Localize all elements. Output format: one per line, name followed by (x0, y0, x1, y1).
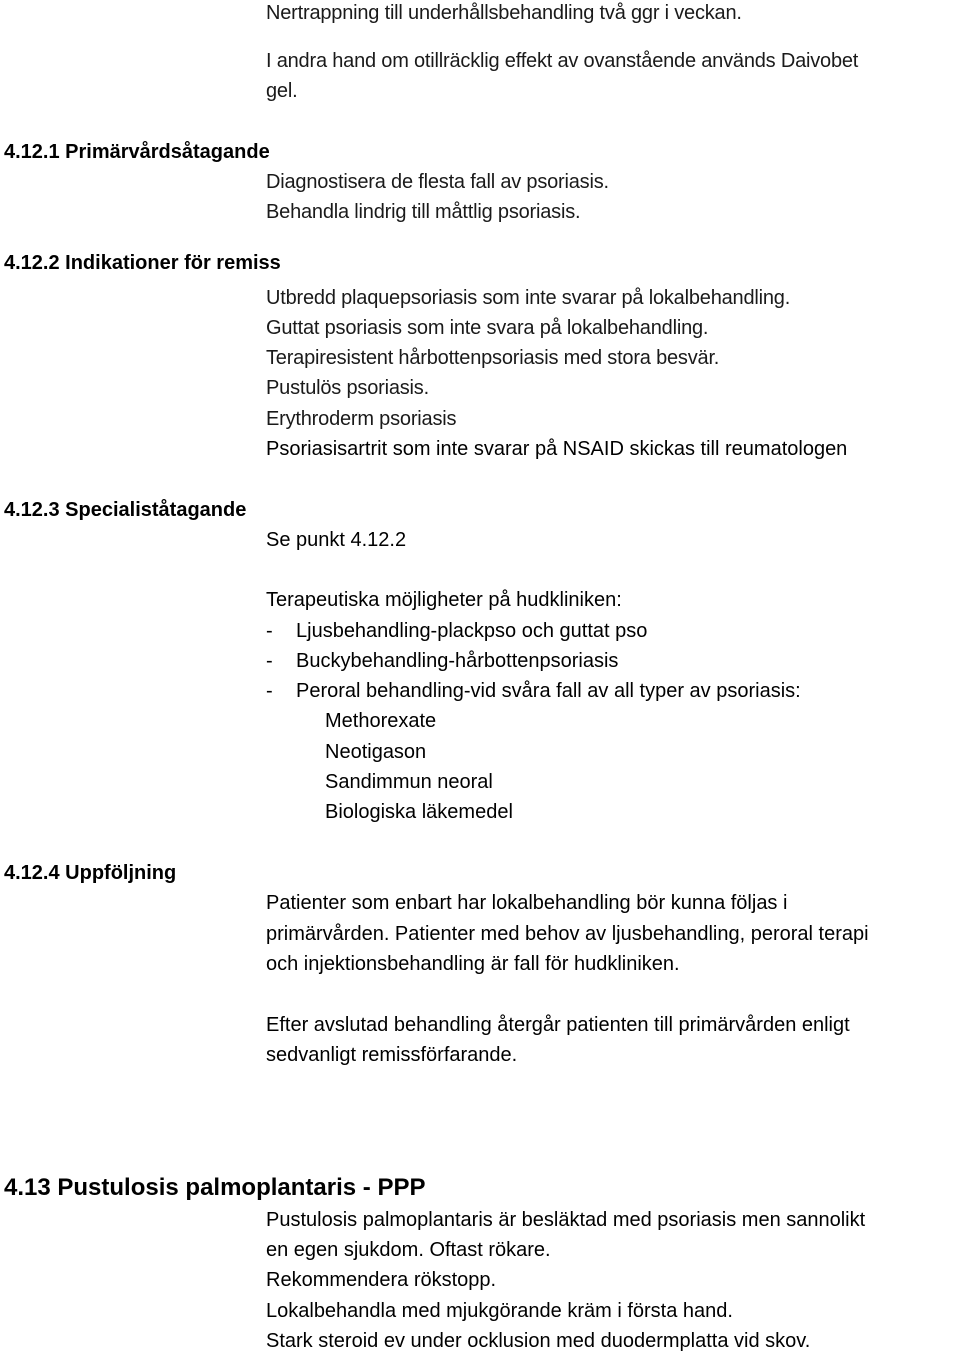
text-line: Guttat psoriasis som inte svara på lokalbehandling. (266, 317, 709, 339)
drug-item: Methorexate (325, 710, 437, 732)
text-line: Erythroderm psoriasis (266, 408, 457, 430)
text-line: Utbredd plaquepsoriasis som inte svarar på lokalbehandling. (266, 287, 791, 309)
text-line: Lokalbehandla med mjukgörande kräm i första hand. (266, 1300, 733, 1322)
list-item: Ljusbehandling-plackpso och guttat pso (296, 620, 648, 642)
list-dash: - (266, 650, 273, 672)
intro-line: gel. (266, 80, 298, 102)
text-line: Diagnostisera de flesta fall av psoriasis. (266, 171, 609, 193)
text-line: Stark steroid ev under ocklusion med duodermplatta vid skov. (266, 1330, 811, 1352)
text-line: Terapeutiska möjligheter på hudkliniken: (266, 589, 622, 611)
section-heading-4-12-4: 4.12.4 Uppföljning (4, 862, 177, 884)
list-dash: - (266, 680, 273, 702)
text-line: en egen sjukdom. Oftast rökare. (266, 1239, 551, 1261)
list-dash: - (266, 620, 273, 642)
text-line: Terapiresistent hårbottenpsoriasis med stora besvär. (266, 347, 720, 369)
text-line: Behandla lindrig till måttlig psoriasis. (266, 201, 581, 223)
text-line: Patienter som enbart har lokalbehandling bör kunna följas i (266, 892, 788, 914)
text-line: Pustulös psoriasis. (266, 377, 429, 399)
intro-line: Nertrappning till underhållsbehandling två ggr i veckan. (266, 2, 742, 24)
list-item: Buckybehandling-hårbottenpsoriasis (296, 650, 619, 672)
text-line: Se punkt 4.12.2 (266, 529, 407, 551)
text-line: Efter avslutad behandling återgår patienten till primärvården enligt (266, 1014, 850, 1036)
text-line: Rekommendera rökstopp. (266, 1269, 497, 1291)
text-line: och injektionsbehandling är fall för hudkliniken. (266, 953, 680, 975)
section-heading-4-12-3: 4.12.3 Specialiståtagande (4, 499, 247, 521)
text-line: Psoriasisartrit som inte svarar på NSAID skickas till reumatologen (266, 438, 848, 460)
text-line: Pustulosis palmoplantaris är besläktad med psoriasis men sannolikt (266, 1209, 866, 1231)
intro-line: I andra hand om otillräcklig effekt av ovanstående används Daivobet (266, 50, 859, 72)
section-heading-4-12-1: 4.12.1 Primärvårdsåtagande (4, 141, 270, 163)
section-heading-4-12-2: 4.12.2 Indikationer för remiss (4, 252, 281, 274)
list-item: Peroral behandling-vid svåra fall av all typer av psoriasis: (296, 680, 801, 702)
drug-item: Biologiska läkemedel (325, 801, 513, 823)
section-heading-4-13: 4.13 Pustulosis palmoplantaris - PPP (4, 1174, 426, 1201)
text-line: primärvården. Patienter med behov av ljusbehandling, peroral terapi (266, 923, 869, 945)
drug-item: Sandimmun neoral (325, 771, 493, 793)
text-line: sedvanligt remissförfarande. (266, 1044, 518, 1066)
drug-item: Neotigason (325, 741, 427, 763)
